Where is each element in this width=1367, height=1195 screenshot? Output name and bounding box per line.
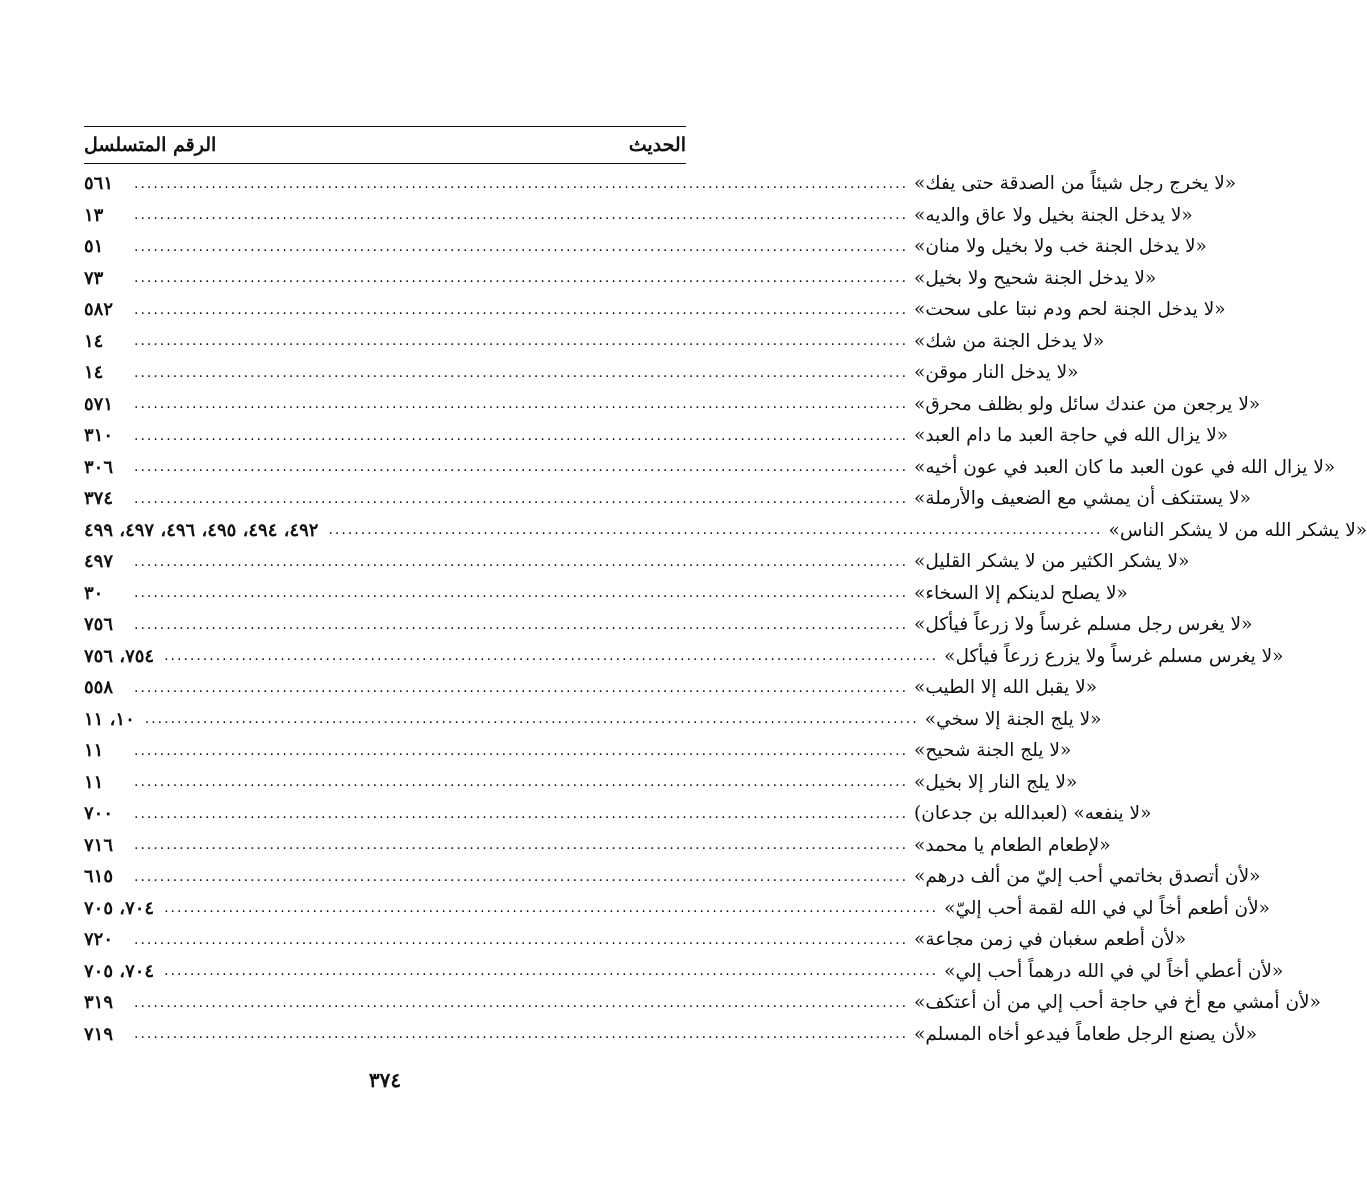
table-header bbox=[84, 126, 686, 164]
dot-leader: ........................................................................................................................ bbox=[164, 963, 939, 980]
hadith-entry bbox=[158, 898, 1270, 919]
hadith-entry bbox=[128, 551, 1189, 572]
hadith-text: «لا يلج الجنة إلا سخي» bbox=[924, 708, 1102, 730]
dot-leader: ........................................................................................................................ bbox=[134, 616, 909, 633]
dot-leader: ........................................................................................................................ bbox=[134, 175, 909, 192]
hadith-entry bbox=[128, 803, 1151, 824]
dot-leader: ........................................................................................................................ bbox=[134, 553, 909, 570]
serial-number: ٧٠٤، ٧٠٥ bbox=[84, 960, 155, 982]
hadith-entry bbox=[158, 961, 1283, 982]
list-item bbox=[84, 704, 1102, 736]
list-item bbox=[84, 578, 1128, 610]
hadith-entry bbox=[128, 236, 1207, 257]
hadith-entry bbox=[128, 488, 1251, 509]
list-item bbox=[84, 861, 1261, 893]
serial-number: ٤٩٧ bbox=[84, 551, 114, 573]
hadith-entry bbox=[128, 362, 1079, 383]
list-item bbox=[84, 735, 1072, 767]
dot-leader: ........................................................................................................................ bbox=[134, 868, 909, 885]
list-item bbox=[84, 420, 1229, 452]
hadith-text: «لا يدخل الجنة بخيل ولا عاق والديه» bbox=[914, 204, 1193, 226]
list-item bbox=[84, 672, 1098, 704]
serial-number: ١٤ bbox=[84, 330, 104, 352]
hadith-text: «لأن أطعم سغبان في زمن مجاعة» bbox=[914, 929, 1187, 951]
hadith-index-list bbox=[84, 168, 1367, 1050]
hadith-text: «لأن أتصدق بخاتمي أحب إليّ من ألف درهم» bbox=[914, 866, 1261, 888]
hadith-text: «لا يغرس مسلم غرساً ولا يزرع زرعاً فيأكل» bbox=[944, 645, 1284, 667]
serial-number: ٤٩٢، ٤٩٤، ٤٩٥، ٤٩٦، ٤٩٧، ٤٩٩ bbox=[84, 519, 319, 541]
serial-number: ٧١٦ bbox=[84, 834, 114, 856]
hadith-text: «لأن يصنع الرجل طعاماً فيدعو أخاه المسلم» bbox=[914, 1023, 1258, 1045]
serial-number: ٧٠٤، ٧٠٥ bbox=[84, 897, 155, 919]
serial-number: ٥١ bbox=[84, 236, 104, 258]
hadith-text: «لا يلج الجنة شحيح» bbox=[914, 740, 1072, 762]
hadith-text: «لا يغرس رجل مسلم غرساً ولا زرعاً فيأكل» bbox=[914, 614, 1253, 636]
dot-leader: ........................................................................................................................ bbox=[134, 207, 909, 224]
column-header-hadith: الحديث bbox=[628, 134, 686, 156]
serial-number: ٧٣ bbox=[84, 267, 104, 289]
serial-number: ٣٠ bbox=[84, 582, 104, 604]
list-item bbox=[84, 200, 1193, 232]
hadith-text: «لا يدخل النار موقن» bbox=[914, 362, 1079, 384]
serial-number: ٧٢٠ bbox=[84, 929, 114, 951]
serial-number: ٥٦١ bbox=[84, 173, 114, 195]
hadith-text: «لأن أطعم أخاً لي في الله لقمة أحب إليّ» bbox=[944, 897, 1270, 919]
dot-leader: ........................................................................................................................ bbox=[134, 396, 909, 413]
serial-number: ٣١٠ bbox=[84, 425, 114, 447]
hadith-text: «لأن أمشي مع أخ في حاجة أحب إلي من أن أعتكف» bbox=[914, 992, 1321, 1014]
hadith-text: «لا يرجعن من عندك سائل ولو بظلف محرق» bbox=[914, 393, 1261, 415]
dot-leader: ........................................................................................................................ bbox=[134, 837, 909, 854]
hadith-entry bbox=[128, 614, 1252, 635]
dot-leader: ........................................................................................................................ bbox=[134, 1026, 909, 1043]
hadith-entry bbox=[128, 583, 1128, 604]
hadith-entry bbox=[128, 457, 1335, 478]
hadith-entry bbox=[128, 677, 1097, 698]
serial-number: ١٤ bbox=[84, 362, 104, 384]
list-item bbox=[84, 326, 1105, 358]
dot-leader: ........................................................................................................................ bbox=[134, 364, 909, 381]
serial-number: ١٣ bbox=[84, 204, 104, 226]
serial-number: ١٠، ١١ bbox=[84, 708, 135, 730]
dot-leader: ........................................................................................................................ bbox=[134, 774, 909, 791]
serial-number: ٧٠٠ bbox=[84, 803, 114, 825]
dot-leader: ........................................................................................................................ bbox=[134, 931, 909, 948]
serial-number: ٥٥٨ bbox=[84, 677, 114, 699]
dot-leader: ........................................................................................................................ bbox=[134, 679, 909, 696]
serial-number: ١١ bbox=[84, 771, 104, 793]
hadith-text: «لا يشكر الله من لا يشكر الناس» bbox=[1108, 519, 1367, 541]
list-item bbox=[84, 389, 1261, 421]
dot-leader: ........................................................................................................................ bbox=[134, 490, 909, 507]
dot-leader: ........................................................................................................................ bbox=[134, 270, 909, 287]
dot-leader: ........................................................................................................................ bbox=[134, 427, 909, 444]
list-item bbox=[84, 641, 1284, 673]
hadith-entry bbox=[128, 173, 1236, 194]
list-item bbox=[84, 893, 1270, 925]
hadith-text: «لا يشكر الكثير من لا يشكر القليل» bbox=[914, 551, 1190, 573]
column-header-number: الرقم المتسلسل bbox=[84, 134, 217, 156]
list-item bbox=[84, 452, 1336, 484]
hadith-text: «لا يدخل الجنة شحيح ولا بخيل» bbox=[914, 267, 1157, 289]
dot-leader: ........................................................................................................................ bbox=[134, 459, 909, 476]
hadith-text: «لا يلج النار إلا بخيل» bbox=[914, 771, 1078, 793]
hadith-entry bbox=[128, 394, 1260, 415]
list-item bbox=[84, 987, 1321, 1019]
serial-number: ٧١٩ bbox=[84, 1023, 114, 1045]
hadith-text: «لا يدخل الجنة لحم ودم نبتا على سحت» bbox=[914, 299, 1226, 321]
hadith-text: «لا يزال الله في عون العبد ما كان العبد في عون أخيه» bbox=[914, 456, 1336, 478]
hadith-entry bbox=[128, 1024, 1257, 1045]
list-item bbox=[84, 294, 1226, 326]
serial-number: ٧٥٤، ٧٥٦ bbox=[84, 645, 155, 667]
hadith-entry bbox=[158, 646, 1283, 667]
serial-number: ٣١٩ bbox=[84, 992, 114, 1014]
serial-number: ٥٧١ bbox=[84, 393, 114, 415]
dot-leader: ........................................................................................................................ bbox=[134, 742, 909, 759]
list-item bbox=[84, 830, 1111, 862]
hadith-text: «لا يستنكف أن يمشي مع الضعيف والأرملة» bbox=[914, 488, 1251, 510]
hadith-entry bbox=[128, 772, 1077, 793]
dot-leader: ........................................................................................................................ bbox=[134, 238, 909, 255]
hadith-entry bbox=[128, 268, 1156, 289]
list-item bbox=[84, 924, 1187, 956]
hadith-text: «لا يدخل الجنة من شك» bbox=[914, 330, 1105, 352]
dot-leader: ........................................................................................................................ bbox=[328, 522, 1103, 539]
hadith-entry bbox=[128, 929, 1186, 950]
dot-leader: ........................................................................................................................ bbox=[134, 333, 909, 350]
serial-number: ٦١٥ bbox=[84, 866, 114, 888]
page-number: ٣٧٤ bbox=[368, 1068, 402, 1092]
list-item bbox=[84, 357, 1079, 389]
hadith-text: «لأن أعطي أخاً لي في الله درهماً أحب إلي» bbox=[944, 960, 1284, 982]
hadith-entry bbox=[128, 425, 1228, 446]
dot-leader: ........................................................................................................................ bbox=[164, 648, 939, 665]
hadith-text: «لا يقبل الله إلا الطيب» bbox=[914, 677, 1098, 699]
dot-leader: ........................................................................................................................ bbox=[144, 711, 919, 728]
list-item bbox=[84, 515, 1367, 547]
dot-leader: ........................................................................................................................ bbox=[134, 994, 909, 1011]
list-item bbox=[84, 767, 1078, 799]
list-item bbox=[84, 798, 1152, 830]
list-item bbox=[84, 1019, 1258, 1051]
hadith-entry bbox=[128, 866, 1260, 887]
hadith-text: «لا يزال الله في حاجة العبد ما دام العبد» bbox=[914, 425, 1229, 447]
serial-number: ٣٧٤ bbox=[84, 488, 114, 510]
list-item bbox=[84, 168, 1237, 200]
hadith-text: «لا يخرج رجل شيئاً من الصدقة حتى يفك» bbox=[914, 173, 1237, 195]
hadith-text: «لا ينفعه» (لعبدالله بن جدعان) bbox=[914, 803, 1152, 825]
hadith-text: «لا يدخل الجنة خب ولا بخيل ولا منان» bbox=[914, 236, 1207, 258]
dot-leader: ........................................................................................................................ bbox=[164, 900, 939, 917]
dot-leader: ........................................................................................................................ bbox=[134, 301, 909, 318]
hadith-entry bbox=[128, 835, 1111, 856]
serial-number: ١١ bbox=[84, 740, 104, 762]
serial-number: ٣٠٦ bbox=[84, 456, 114, 478]
list-item bbox=[84, 546, 1190, 578]
hadith-entry bbox=[128, 331, 1104, 352]
dot-leader: ........................................................................................................................ bbox=[134, 805, 909, 822]
hadith-text: «لا يصلح لدينكم إلا السخاء» bbox=[914, 582, 1128, 604]
list-item bbox=[84, 609, 1253, 641]
hadith-entry bbox=[128, 205, 1193, 226]
serial-number: ٥٨٢ bbox=[84, 299, 114, 321]
serial-number: ٧٥٦ bbox=[84, 614, 114, 636]
list-item bbox=[84, 956, 1284, 988]
dot-leader: ........................................................................................................................ bbox=[134, 585, 909, 602]
hadith-entry bbox=[322, 520, 1367, 541]
hadith-entry bbox=[139, 709, 1102, 730]
list-item bbox=[84, 483, 1251, 515]
list-item bbox=[84, 263, 1157, 295]
list-item bbox=[84, 231, 1207, 263]
hadith-entry bbox=[128, 740, 1071, 761]
hadith-text: «لإطعام الطعام يا محمد» bbox=[914, 834, 1111, 856]
hadith-entry bbox=[128, 299, 1226, 320]
hadith-entry bbox=[128, 992, 1321, 1013]
